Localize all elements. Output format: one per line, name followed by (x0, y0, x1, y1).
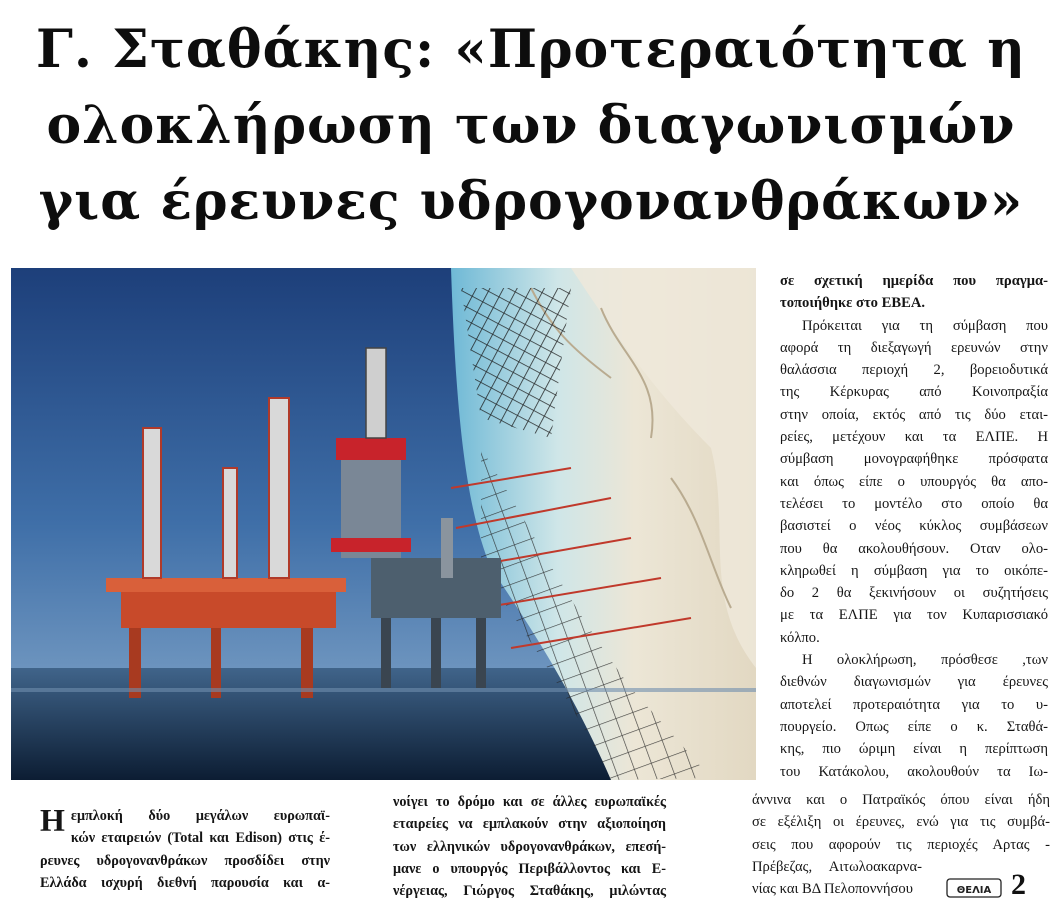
text-line: θαλάσσια περιοχή 2, βορειοδυτικά (780, 362, 1048, 379)
text-line: κληρωθεί η σύμβαση για το οικόπε- (780, 562, 1048, 579)
text-line: ρείες, μετέχουν και τα ΕΛΠΕ. Η (780, 429, 1048, 446)
dropcap: Η (40, 802, 65, 838)
text-line: νίας και ΒΔ Πελοποννήσου (752, 881, 913, 898)
article-column-3-bottom (752, 789, 1050, 900)
text-line: Η ολοκλήρωση, πρόσθεσε ,των (802, 652, 1048, 669)
text-line: με τα ΕΛΠΕ για τον Κυπαρισσιακό (780, 607, 1048, 624)
text-line: σε εξέλιξη οι έρευνες, ενώ για τις συμβά- (752, 814, 1050, 831)
text-line: που θα ακολουθήσουν. Οταν ολο- (780, 540, 1048, 557)
page-number: 2 (1011, 868, 1026, 901)
text-line: κόλπο. (780, 629, 820, 646)
text-line: Πρέβεζας, Αιτωλοακαρνα- (752, 858, 922, 875)
text-line: δο 2 θα ξεκινήσουν οι συζητήσεις (780, 585, 1048, 602)
text-line: κης, πιο ώριμη είναι η περίπτωση (780, 741, 1048, 758)
text-line: και όπως είπε ο υπουργός θα απο- (780, 473, 1048, 490)
text-line: ρευνες υδρογονανθράκων προσδίδει στην (40, 852, 330, 869)
article-column-1 (40, 802, 330, 894)
headline (0, 12, 1062, 240)
text-line: τοποιήθηκε στο ΕΒΕΑ. (780, 295, 926, 312)
text-line: εμπλοκή δύο μεγάλων ευρωπαϊ- (70, 808, 330, 824)
headline-line: Γ. Σταθάκης: «Προτεραιότητα η (36, 19, 1026, 80)
text-line: άννινα και ο Πατραϊκός όπου είναι ήδη (752, 792, 1050, 808)
text-line: στην οποία, εκτός από τις δύο εται- (780, 406, 1048, 423)
headline-line: ολοκλήρωση των διαγωνισμών (46, 95, 1016, 156)
text-line: Ελλάδα ισχυρή διεθνή παρουσία και α- (40, 874, 330, 891)
text-line: σύμβαση μονογραφήθηκε πρόσφατα (780, 451, 1048, 468)
text-line: πουργείο. Οπως είπε ο κ. Σταθά- (780, 718, 1048, 735)
article-photo (11, 268, 756, 780)
publication-logo (946, 876, 1002, 900)
text-line: κών εταιρειών (Total και Edison) στις έ- (70, 830, 330, 847)
logo-text: ΘΕΛΙΑ (956, 885, 992, 896)
text-line: νοίγει το δρόμο και σε άλλες ευρωπαϊκές (393, 794, 666, 810)
text-line: αφορά τη διεξαγωγή ερευνών στην (780, 339, 1048, 356)
text-line: Πρόκειται για τη σύμβαση που (802, 317, 1048, 334)
article-column-2 (393, 791, 666, 902)
text-line: του Κατάκολου, ακολουθούν τα Ιω- (780, 763, 1048, 780)
text-line: των ελληνικών υδρογονανθράκων, επεσή- (393, 838, 666, 855)
oil-rig-illustration (11, 268, 756, 780)
article-column-3 (780, 270, 1048, 783)
text-line: τελέσει το μοντέλο στο οποίο θα (780, 495, 1048, 512)
text-line: σεις που αφορούν τις περιοχές Αρτας - (752, 836, 1050, 853)
text-line: διεθνών διαγωνισμών για έρευνες (780, 674, 1048, 691)
text-line: εταιρείες να εμπλακούν στην αξιοποίηση (393, 816, 666, 833)
headline-line: για έρευνες υδρογονανθράκων» (38, 171, 1024, 232)
text-line: αποτελεί προτεραιότητα για το υ- (780, 696, 1048, 713)
text-line: σε σχετική ημερίδα που πραγμα- (780, 273, 1048, 289)
text-line: βασιστεί ο νέος κύκλος συμβάσεων (780, 518, 1048, 535)
text-line: της Κέρκυρας από Κοινοπραξία (780, 384, 1048, 401)
text-line: νέργειας, Γιώργος Σταθάκης, μιλώντας (393, 883, 666, 900)
text-line: μανε ο υπουργός Περιβάλλοντος και Ε- (393, 860, 666, 877)
